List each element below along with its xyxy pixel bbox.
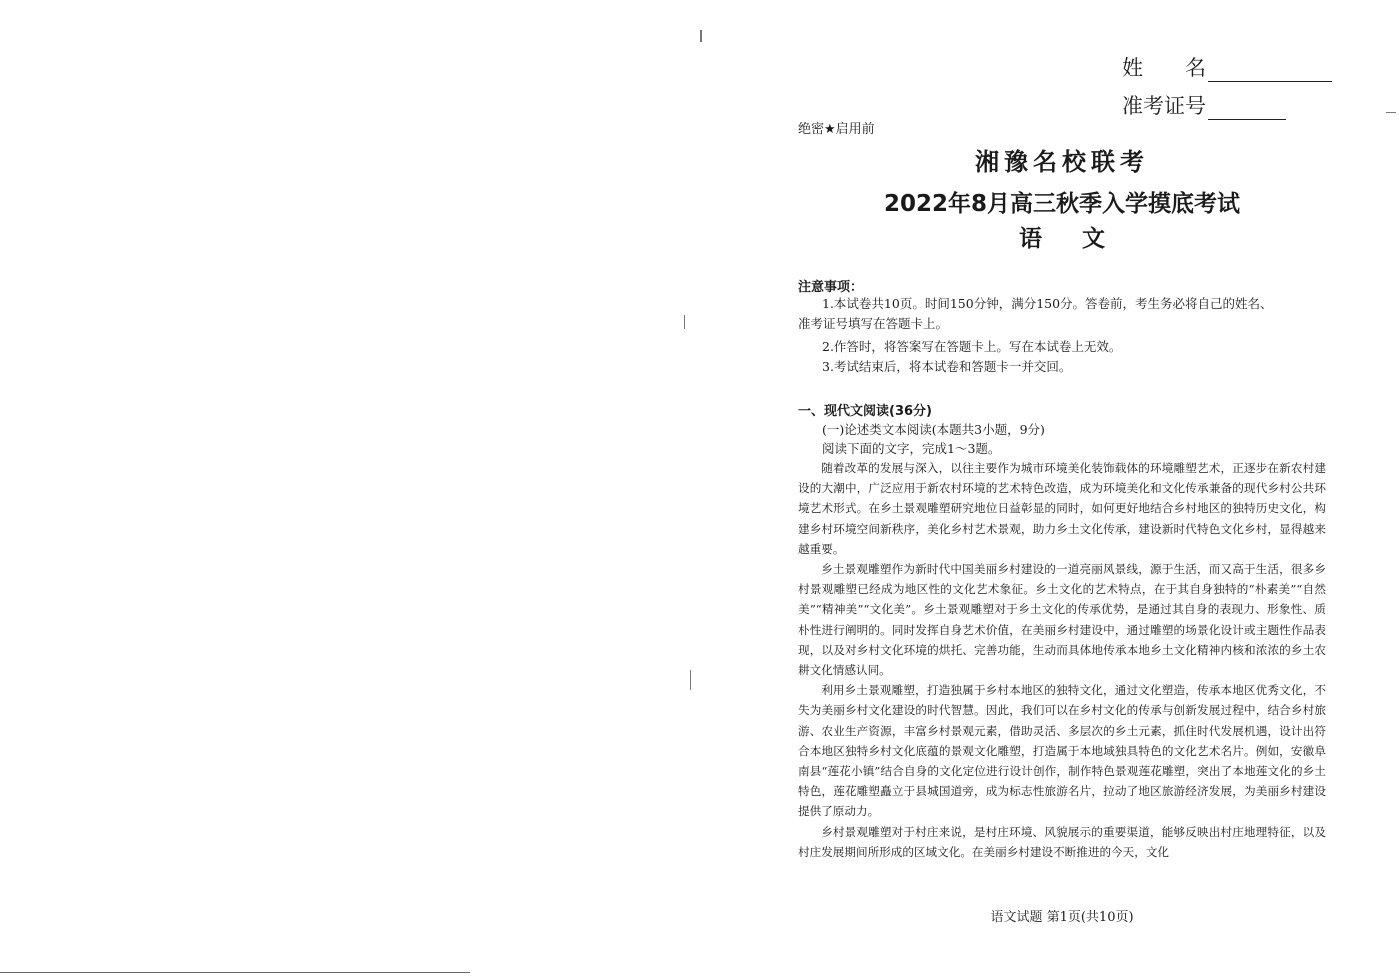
- page-footer: 语文试题 第1页(共10页): [990, 910, 1134, 925]
- name-label: 姓 名: [1122, 56, 1206, 80]
- subject-title: 语文: [1019, 226, 1145, 252]
- notice-item: 3.考试结束后，将本试卷和答题卡一并交回。: [822, 359, 1072, 374]
- subsection-heading: (一)论述类文本阅读(本题共3小题，9分): [822, 422, 1045, 437]
- passage-paragraph: 乡土景观雕塑作为新时代中国美丽乡村建设的一道亮丽风景线，源于生活，而又高于生活，很多乡村景观雕塑已经成为地区性的文化艺术象征。乡土文化的艺术特点，在于其自身独特的“朴素美”“自然美”“精神美”“文化美”。乡土景观雕塑对于乡土文化的传承优势，是通过其自身的表现力、形象性、质朴性进行阐明的。同时发挥自身艺术价值，在美丽乡村建设中，通过雕塑的场景化设计或主题性作品表现，以及对乡村文化环境的烘托、完善功能，生动而具体地传承本地乡土文化精神内核和浓浓的乡土农耕文化情感认同。: [798, 562, 1326, 678]
- notice-heading: 注意事项：: [798, 280, 864, 295]
- margin-tick: [1386, 112, 1396, 113]
- exam-title: 2022年8月高三秋季入学摸底考试: [883, 191, 1241, 217]
- margin-tick: [690, 670, 691, 690]
- passage-paragraph: 乡村景观雕塑对于村庄来说，是村庄环境、风貌展示的重要渠道，能够反映出村庄地理特征，以及村庄发展期间所形成的区域文化。在美丽乡村建设不断推进的今天，文化: [798, 824, 1326, 859]
- exam-org-title: 湘豫名校联考: [975, 148, 1149, 176]
- margin-tick: [700, 30, 702, 42]
- passage-paragraph: 利用乡土景观雕塑，打造独属于乡村本地区的独特文化，通过文化塑造，传承本地区优秀文化，不失为美丽乡村文化建设的时代智慧。因此，我们可以在乡村文化的传承与创新发展过程中，结合乡村旅游、农业生产资源，丰富乡村景观元素，借助灵活、多层次的乡土元素，抓住时代发展机遇，设计出符合本地区独特乡村文化底蕴的景观文化雕塑，打造属于本地域独具特色的文化艺术名片。例如，安徽阜南县“莲花小镇”结合自身的文化定位进行设计创作，制作特色景观莲花雕塑，突出了本地莲文化的乡土特色，莲花雕塑矗立于县城国道旁，成为标志性旅游名片，拉动了地区旅游经济发展，为美丽乡村建设提供了原动力。: [798, 683, 1326, 819]
- notice-item: 准考证号填写在答题卡上。: [798, 316, 949, 331]
- exam-id-label: 准考证号: [1122, 94, 1206, 118]
- passage-paragraph: 随着改革的发展与深入，以往主要作为城市环境美化装饰载体的环境雕塑艺术，正逐步在新农村建设的大潮中，广泛应用于新农村环境的艺术特色改造，成为环境美化和文化传承兼备的现代乡村公共环境艺术形式。在乡土景观雕塑研究地位日益彰显的同时，如何更好地结合乡村地区的独特历史文化，构建乡村环境空间新秩序，美化乡村艺术景观，助力乡土文化传承，建设新时代特色文化乡村，显得越来越重要。: [798, 461, 1326, 556]
- reading-passage: [798, 458, 1326, 862]
- notice-item: 2.作答时，将答案写在答题卡上。写在本试卷上无效。: [822, 339, 1122, 354]
- answer-page: [792, 0, 1332, 980]
- section-heading: 一、现代文阅读(36分): [798, 404, 932, 419]
- notice-item: 1.本试卷共10页。时间150分钟，满分150分。答卷前，考生务必将自己的姓名、: [822, 296, 1273, 311]
- margin-tick: [684, 315, 685, 329]
- fold-line: [0, 972, 470, 973]
- secret-label: 绝密★启用前: [798, 122, 875, 137]
- reading-instruction: 阅读下面的文字，完成1～3题。: [822, 441, 1001, 456]
